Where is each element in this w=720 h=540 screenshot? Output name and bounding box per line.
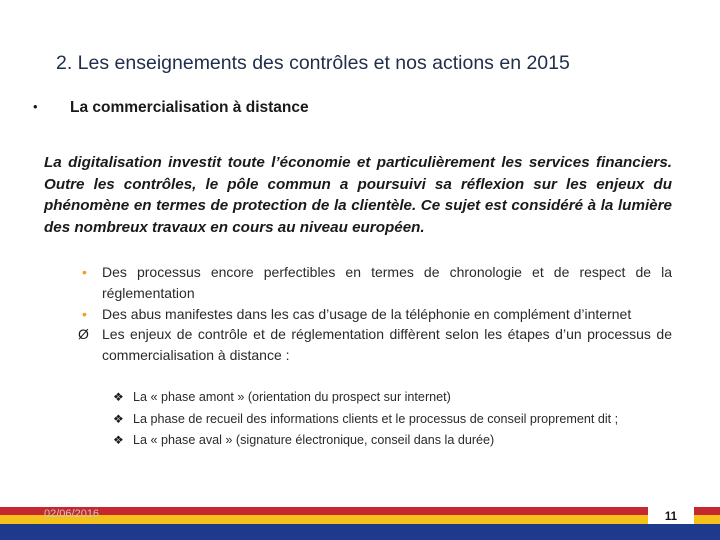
list-item: [78, 262, 672, 304]
subtitle-bullet: •: [33, 99, 38, 114]
diamond-bullet-icon: ❖: [113, 433, 124, 447]
list-item: [78, 324, 672, 366]
list-item: [113, 430, 683, 452]
footer-date: 02/06/2016: [44, 508, 100, 520]
list-item: [78, 304, 672, 325]
bullet-dot-icon: •: [82, 305, 87, 322]
list-item-text: Des processus encore perfectibles en termes de chronologie et de respect de la réglementation: [102, 264, 672, 301]
list-item-text: La « phase aval » (signature électronique, conseil dans la durée): [133, 433, 495, 447]
diamond-bullet-icon: ❖: [113, 390, 124, 404]
sub-points-list: [113, 387, 683, 452]
list-item-text: Les enjeux de contrôle et de réglementation diffèrent selon les étapes d’un processus de commercialisation à distance :: [102, 326, 672, 364]
list-item: [113, 409, 683, 431]
footer-band-blue: [0, 524, 720, 540]
footer-band-red: [0, 507, 720, 515]
diamond-bullet-icon: ❖: [113, 411, 124, 426]
bullet-dot-icon: •: [82, 264, 87, 280]
slide-subtitle: La commercialisation à distance: [70, 99, 309, 116]
list-item-text: Des abus manifestes dans les cas d’usage de la téléphonie en complément d’internet: [102, 305, 632, 322]
footer-band-yellow: [0, 515, 720, 524]
slide-title: 2. Les enseignements des contrôles et nos actions en 2015: [56, 52, 570, 74]
page-number: 11: [648, 502, 694, 524]
list-item-text: La « phase amont » (orientation du prospect sur internet): [133, 390, 451, 404]
key-points-list: [78, 262, 672, 366]
arrow-bullet-icon: Ø: [78, 326, 89, 343]
list-item-text: La phase de recueil des informations clients et le processus de conseil proprement dit ;: [133, 411, 619, 426]
intro-paragraph: La digitalisation investit toute l’économie et particulièrement les services financiers. Outre les contrôles, le pôle commun a poursuivi sa réflexion sur les enjeux du phénomène en termes de protection de la clientèle. Ce sujet est considéré à la lumière des nombreux travaux en cours au niveau européen.: [44, 154, 672, 236]
slide-footer: [0, 500, 720, 540]
list-item: [113, 387, 683, 409]
